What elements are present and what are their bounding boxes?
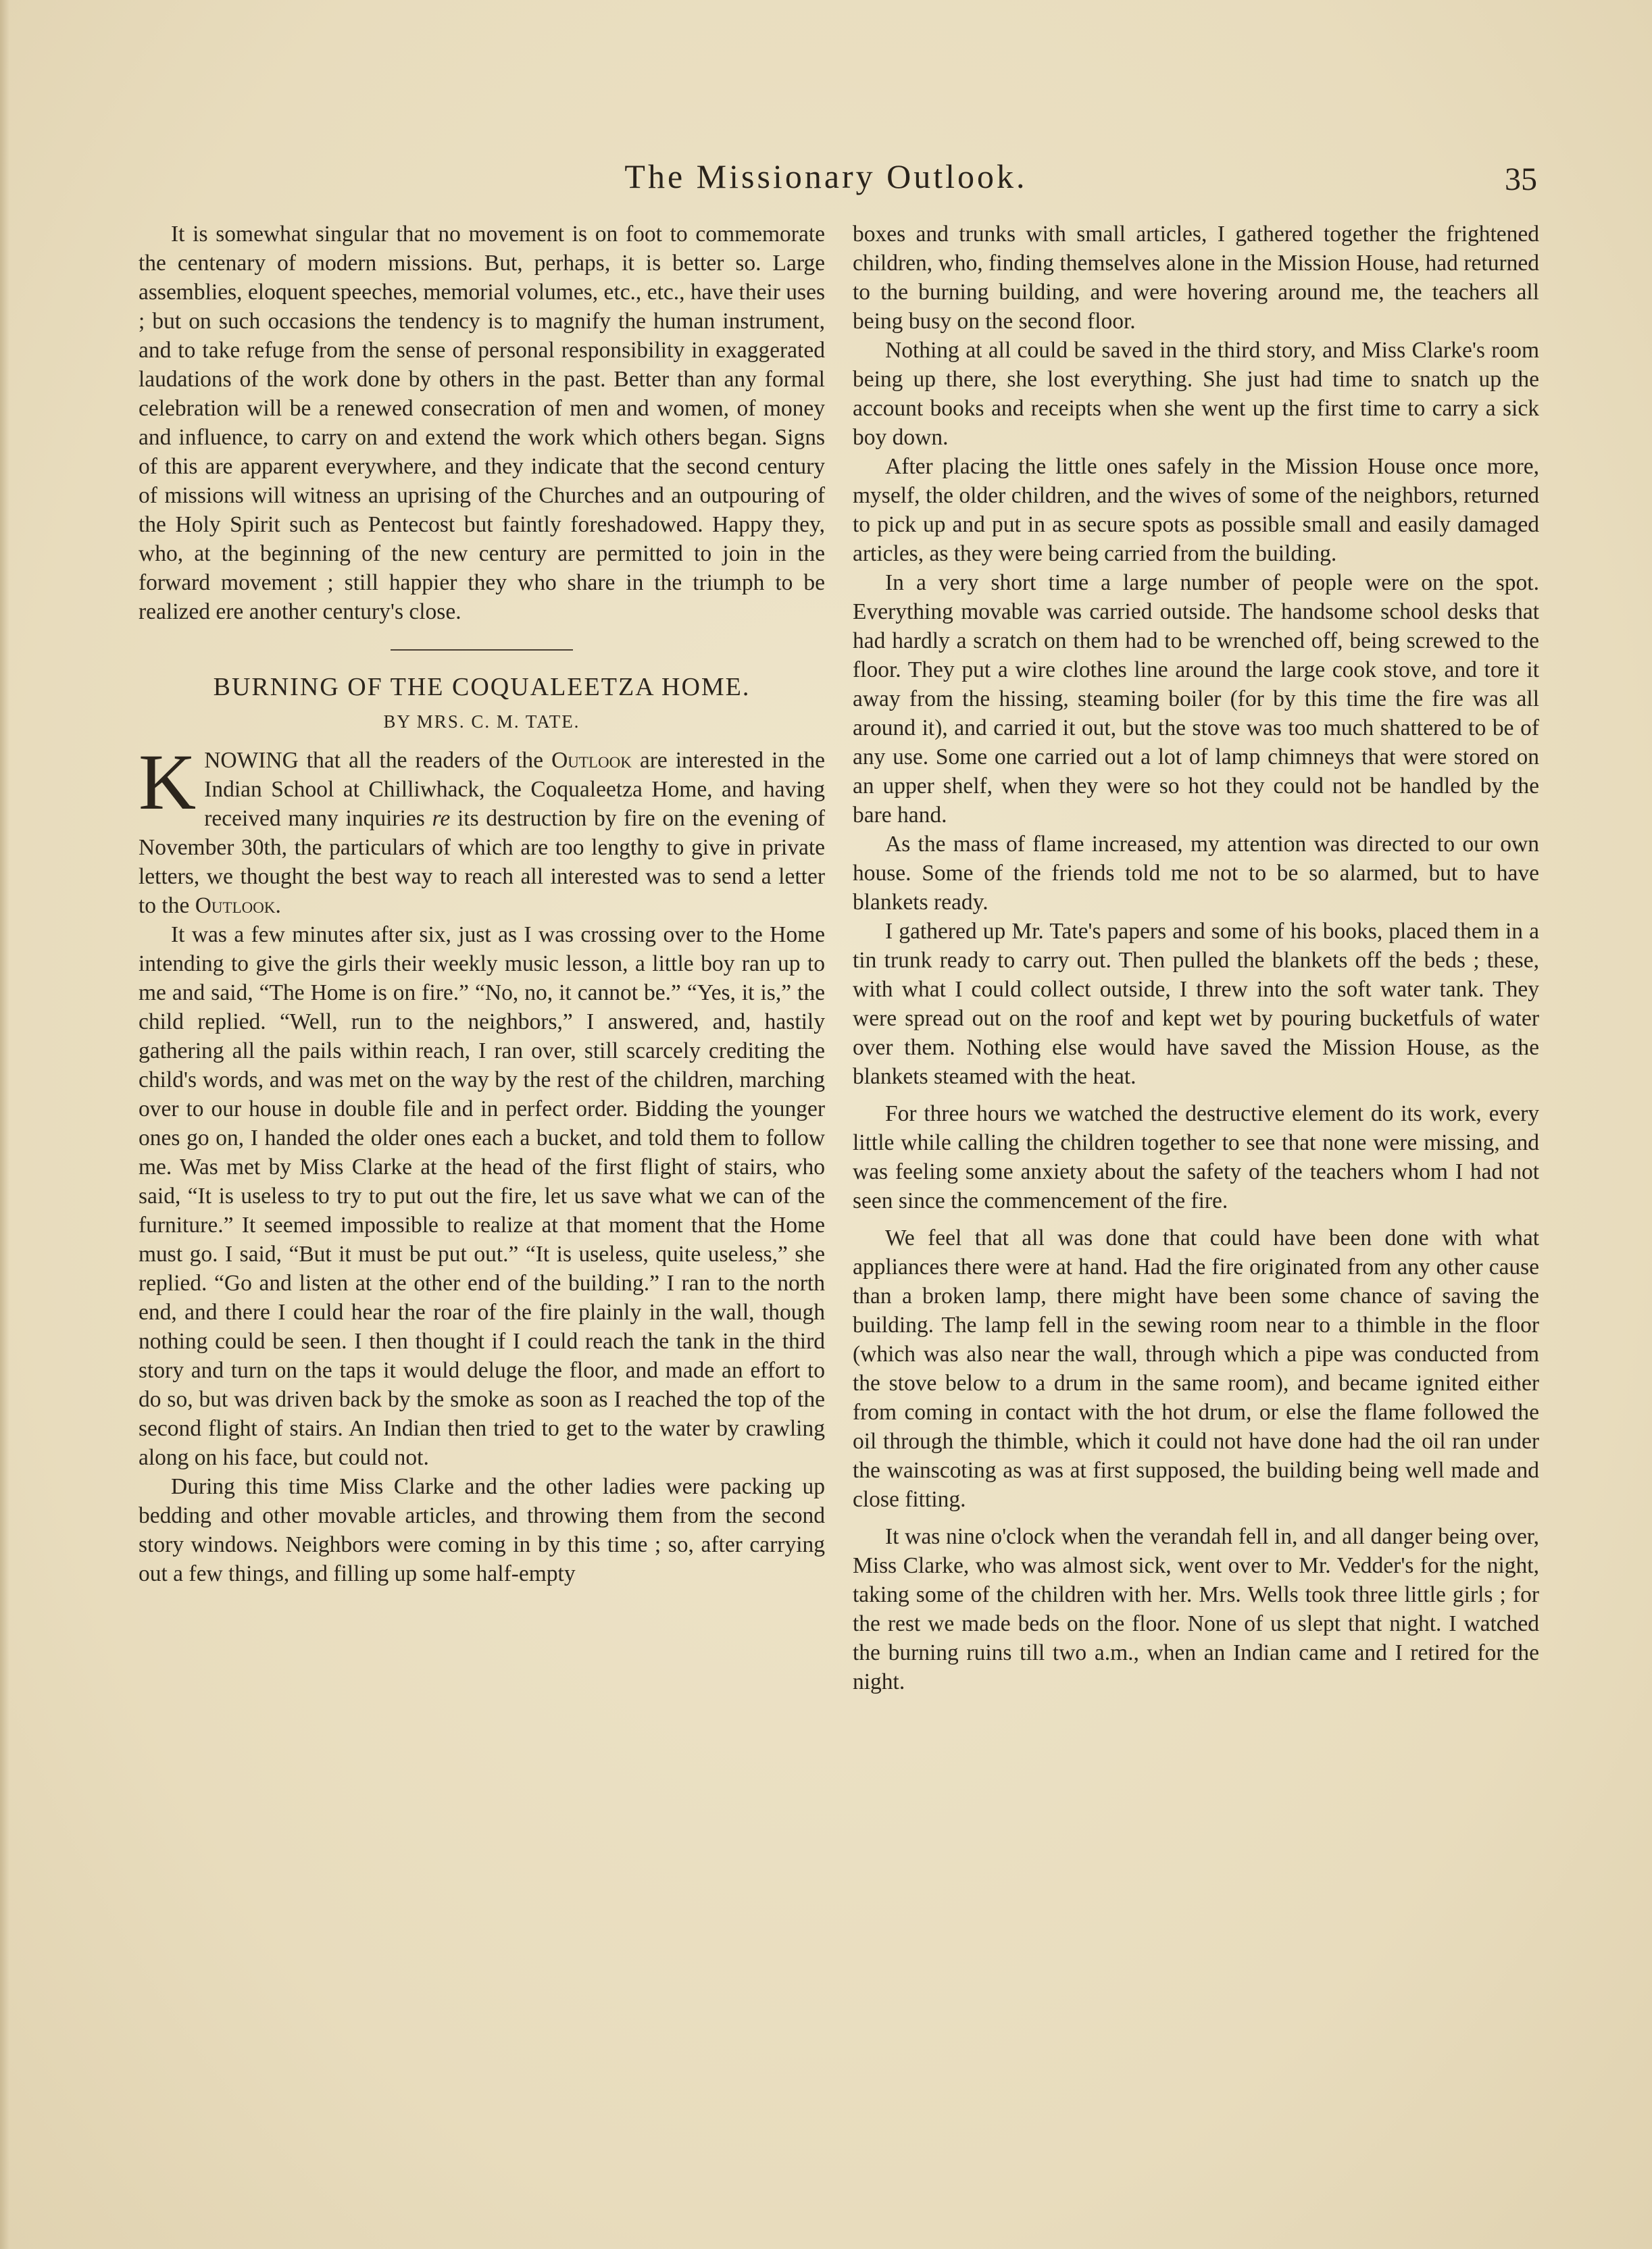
page-number: 35 [1505, 161, 1537, 197]
article-paragraph: During this time Miss Clarke and the other ladies were packing up bedding and other movable articles, and throwing them from the second story windows. Neighbors were coming in by this time ; so, after carrying out a few things, and filling up some half-empty [139, 1474, 825, 1586]
article-paragraph: It was nine o'clock when the verandah fell in, and all danger being over, Miss Clarke, who was almost sick, went over to Mr. Vedder's for the night, taking some of the children with her. Mrs. Wells took three little girls ; for the rest we made beds on the floor. None of us slept that night. I watched the burning ruins till two a.m., when an Indian came and I retired for the night. [853, 1524, 1539, 1694]
article-paragraph: It was a few minutes after six, just as I was crossing over to the Home intending to give the girls their weekly music lesson, a little boy ran up to me and said, “The Home is on fire.” “No, no, it cannot be.” “Yes, it is,” the child replied. “Well, run to the neighbors,” I answered, and, hastily gathering all the pails within reach, I ran over, still scarcely crediting the child's words, and was met on the way by the rest of the children, marching over to our house in double file and in perfect order. Bidding the younger ones go on, I handed the older ones each a bucket, and told them to follow me. Was met by Miss Clarke at the head of the first flight of stairs, who said, “It is useless to try to put out the fire, let us save what we can of the furniture.” It seemed impossible to realize at that moment that the Home must go. I said, “But it must be put out.” “It is useless, quite useless,” she replied. “Go and listen at the other end of the building.” I ran to the north end, and there I could hear the roar of the fire plainly in the wall, though nothing could be seen. I then thought if I could reach the tank in the third story and turn on the taps it would deluge the floor, and made an effort to do so, but was driven back by the smoke as soon as I reached the top of the second flight of stairs. An Indian then tried to get to the water by crawling along on his face, but could not. [139, 922, 825, 1470]
article-paragraph: In a very short time a large number of people were on the spot. Everything movable was carried outside. The handsome school desks that had hardly a scratch on them had to be wrenched off, being screwed to the floor. They put a wire clothes line around the large cook stove, and tore it away from the hissing, steaming boiler (for by this time the fire was all around it), and carried it out, but the stove was too much shattered to be of any use. Some one carried out a lot of lamp chimneys that were stored on an upper shelf, when they were so hot they could not be handled by the bare hand. [853, 570, 1539, 828]
article-paragraph: We feel that all was done that could have been done with what appliances there were at hand. Had the fire originated from any other cause than a broken lamp, there might have been some chance of saving the building. The lamp fell in the sewing room near to a thimble in the floor (which was also near the wall, through which a pipe was conducted from the stove below to a drum in the same room), and became ignited either from coming in contact with the hot drum, or else the flame followed the oil through the thimble, which it could not have done had the oil ran under the wainscoting as was at first supposed, the building being well made and close fitting. [853, 1225, 1539, 1512]
re-italic: re [432, 806, 451, 831]
left-column [139, 220, 825, 1588]
article-paragraph: As the mass of flame increased, my attention was directed to our own house. Some of the friends told me not to be so alarmed, but to have blankets ready. [853, 832, 1539, 915]
page-header [0, 157, 1652, 211]
article-opening-paragraph [139, 738, 825, 920]
drop-cap: K [139, 738, 197, 826]
article-paragraph: boxes and trunks with small articles, I gathered together the frightened children, who, finding themselves alone in the Mission House, had returned to the burning building, and were hovering around me, the teachers all being busy on the second floor. [853, 222, 1539, 334]
opening-text-4: . [275, 893, 281, 918]
article-byline: BY MRS. C. M. TATE. [383, 711, 580, 732]
article-paragraph: Nothing at all could be saved in the third story, and Miss Clarke's room being up there, she lost everything. She just had time to snatch up the account books and receipts when she went up the first time to carry a sick boy down. [853, 338, 1539, 450]
opening-text-1: NOWING that all the readers of the [204, 748, 552, 773]
opening-text-3: its destruction by fire on the evening of November 30th, the particulars of which are too lengthy to give in private letters, we thought the best way to reach all interested was to send a letter to the [139, 806, 825, 918]
running-title: The Missionary Outlook. [624, 157, 1028, 195]
page-edge-shadow [0, 0, 9, 2249]
section-divider [391, 649, 573, 651]
opening-text-2: are interested in the Indian School at Chilliwhack, the Coqualeetza Home, and having received many inquiries [204, 748, 825, 831]
article-paragraph: For three hours we watched the destructive element do its work, every little while calling the children together to see that none were missing, and was feeling some anxiety about the safety of the teachers whom I had not seen since the commencement of the fire. [853, 1101, 1539, 1213]
outlook-name-2: Outlook [195, 893, 276, 918]
article-title: BURNING OF THE COQUALEETZA HOME. [213, 673, 751, 701]
article-paragraph: I gathered up Mr. Tate's papers and some of his books, placed them in a tin trunk ready to carry out. Then pulled the blankets off the beds ; these, with what I could collect outside, I threw into the soft water tank. They were spread out on the roof and kept wet by pouring bucketfuls of water over them. Nothing else would have saved the Mission House, as the blankets steamed with the heat. [853, 919, 1539, 1089]
article-paragraph: After placing the little ones safely in the Mission House once more, myself, the older children, and the wives of some of the neighbors, returned to pick up and put in as secure spots as possible small and easily damaged articles, as they were being carried from the building. [853, 454, 1539, 566]
outlook-name-1: Outlook [551, 748, 632, 773]
editorial-paragraph: It is somewhat singular that no movement is on foot to commemorate the centenary of modern missions. But, perhaps, it is better so. Large assemblies, eloquent speeches, memorial volumes, etc., etc., have their uses ; but on such occasions the tendency is to magnify the human instrument, and to take refuge from the sense of personal responsibility in exaggerated laudations of the work done by others in the past. Better than any formal celebration will be a renewed consecration of men and women, of money and influence, to carry on and extend the work which others began. Signs of this are apparent everywhere, and they indicate that the second century of missions will witness an uprising of the Churches and an outpouring of the Holy Spirit such as Pentecost but faintly foreshadowed. Happy they, who, at the beginning of the new century are permitted to join in the forward movement ; still happier they who share in the triumph to be realized ere another century's close. [139, 222, 825, 624]
right-column [853, 220, 1539, 1696]
